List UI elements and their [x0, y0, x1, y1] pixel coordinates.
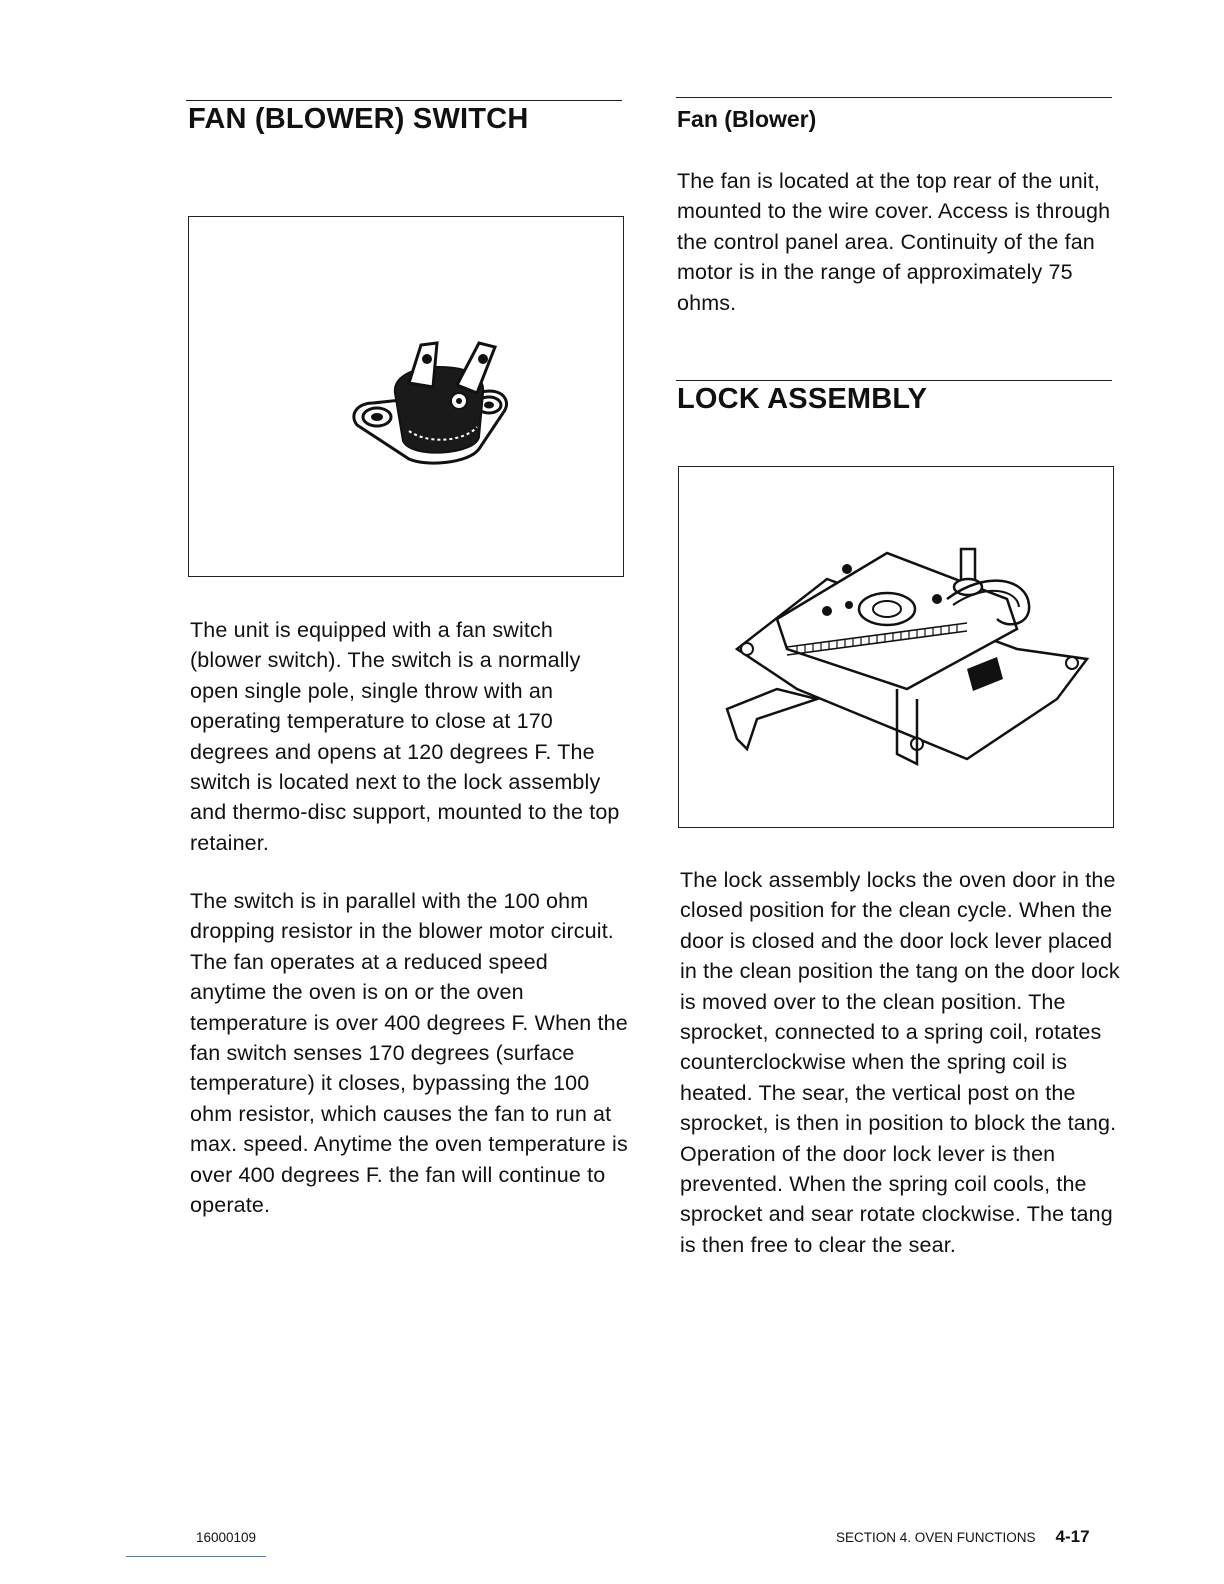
section-heading-lock-assembly: LOCK ASSEMBLY: [677, 383, 928, 415]
fan-switch-paragraph-2: The switch is in parallel with the 100 ohm dropping resistor in the blower motor circuit. The fan operates at a reduced speed anytime the oven is on or the oven temperature is over 400 degrees F. When the fan switch senses 170 degrees (surface temperature) it closes, bypassing the 100 ohm resistor, which causes the fan to run at max. speed. Anytime the oven temperature is over 400 degrees F. the fan will continue to operate.: [190, 889, 628, 1218]
lock-assembly-figure: [678, 466, 1114, 828]
thermostat-switch-illustration: [339, 337, 519, 477]
page-number: 4-17: [1055, 1527, 1090, 1546]
subheading-fan-blower: Fan (Blower): [677, 106, 817, 132]
section-heading-fan-switch: FAN (BLOWER) SWITCH: [188, 103, 529, 135]
fan-switch-figure: [188, 216, 624, 577]
lock-heading-rule: [676, 380, 1112, 381]
lock-assembly-paragraph: The lock assembly locks the oven door in the closed position for the clean cycle. When the door is closed and the door lock lever placed in the clean position the tang on the door lock is moved over to the clean position. The sprocket, connected to a spring coil, rotates counterclockwise when the spring coil is heated. The sear, the vertical post on the sprocket, is then in position to block the tang. Operation of the door lock lever is then prevented. When the spring coil cools, the sprocket and sear rotate clockwise. The tang is then free to clear the sear.: [680, 868, 1120, 1257]
lock-assembly-illustration: [717, 539, 1097, 779]
fan-heading-rule: [676, 97, 1112, 98]
scan-artifact-line: [126, 1556, 266, 1557]
page-footer-right: [836, 1527, 1090, 1547]
left-heading-rule: [186, 100, 622, 101]
section-label: SECTION 4. OVEN FUNCTIONS: [836, 1530, 1036, 1545]
fan-blower-paragraph: The fan is located at the top rear of the unit, mounted to the wire cover. Access is through the control panel area. Continuity of the fan motor is in the range of approximately 75 ohms.: [677, 169, 1111, 315]
fan-switch-paragraph-1: The unit is equipped with a fan switch (blower switch). The switch is a normally open single pole, single throw with an operating temperature to close at 170 degrees and opens at 120 degrees F. The switch is located next to the lock assembly and thermo-disc support, mounted to the top retainer.: [190, 618, 620, 855]
document-number: 16000109: [196, 1530, 257, 1545]
